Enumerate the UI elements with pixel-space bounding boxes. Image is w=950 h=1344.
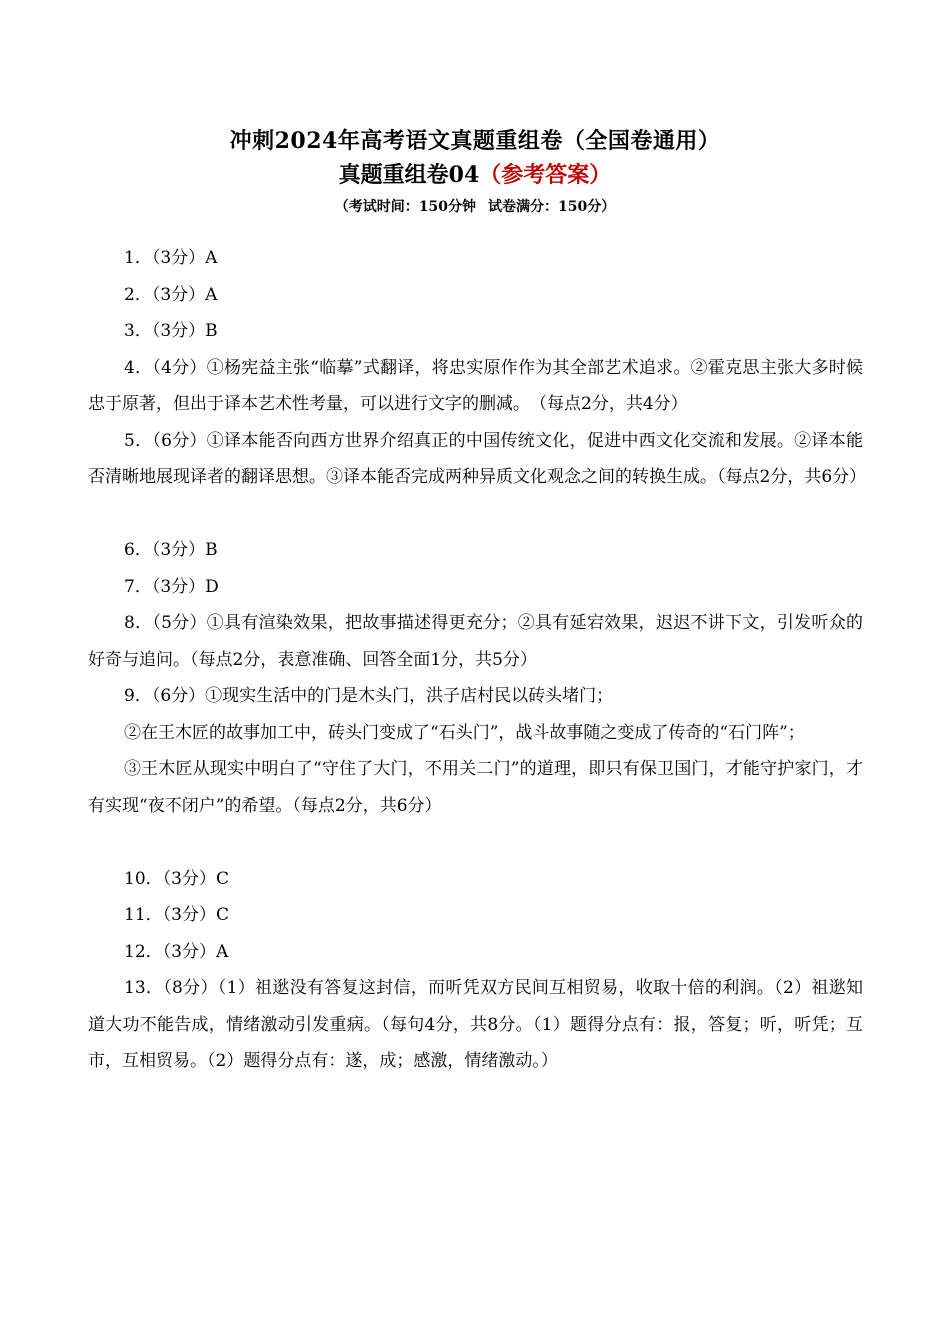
answer-3: 3．（3分）B — [124, 321, 218, 341]
document-subtitle — [0, 158, 950, 189]
answer-8: 8．（5分）①具有渲染效果，把故事描述得更充分；②具有延宕效果，迟迟不讲下文，引发听众的好奇与追问。（每点2分，表意准确、回答全面1分，共5分） — [88, 613, 863, 670]
answer-1: 1．（3分）A — [124, 248, 218, 268]
answer-6: 6．（3分）B — [124, 540, 218, 560]
full-score: 试卷满分：150分） — [488, 199, 616, 215]
subtitle-answer-label: （参考答案） — [479, 162, 612, 188]
answer-9-part-3: ③王木匠从现实中明白了“守住了大门，不用关二门”的道理，即只有保卫国门，才能守护家门，才有实现“夜不闭户”的希望。（每点2分，共6分） — [88, 759, 863, 816]
exam-info — [0, 196, 950, 216]
answer-12: 12．（3分）A — [124, 941, 229, 962]
answer-10: 10．（3分）C — [124, 868, 229, 889]
answer-9-part-1: 9．（6分）①现实生活中的门是木头门，洪子店村民以砖头堵门； — [124, 686, 614, 706]
answer-5: 5．（6分）①译本能否向西方世界介绍真正的中国传统文化，促进中西文化交流和发展。②译本能否清晰地展现译者的翻译思想。③译本能否完成两种异质文化观念之间的转换生成。（每点2分，共6分） — [88, 430, 867, 487]
answer-2: 2．（3分）A — [124, 284, 218, 305]
exam-time: （考试时间：150分钟 — [334, 199, 476, 215]
answer-13: 13．（8分）（1）祖逖没有答复这封信，而听凭双方民间互相贸易，收取十倍的利润。（2）祖逖知道大功不能告成，情绪激动引发重病。（每句4分，共8分。（1）题得分点有：报，答复；听，听凭；互市，互相贸易。（2）题得分点有：遂，成；感激，情绪激动。） — [88, 978, 863, 1071]
document-title: 冲刺2024年高考语文真题重组卷（全国卷通用） — [229, 128, 721, 154]
section-gap — [88, 496, 863, 533]
answer-7: 7．（3分）D — [124, 576, 219, 597]
answer-list — [88, 240, 867, 1080]
subtitle-main: 真题重组卷04 — [338, 162, 480, 188]
answer-4: 4．（4分）①杨宪益主张“临摹”式翻译，将忠实原作作为其全部艺术追求。②霍克思主张大多时候忠于原著，但出于译本艺术性考量，可以进行文字的删减。 （每点2分，共4分） — [88, 357, 863, 414]
answer-9-part-2: ②在王木匠的故事加工中，砖头门变成了“石头门”，战斗故事随之变成了传奇的“石门阵”； — [124, 722, 805, 743]
section-gap — [88, 824, 863, 861]
answer-11: 11．（3分）C — [124, 905, 229, 925]
